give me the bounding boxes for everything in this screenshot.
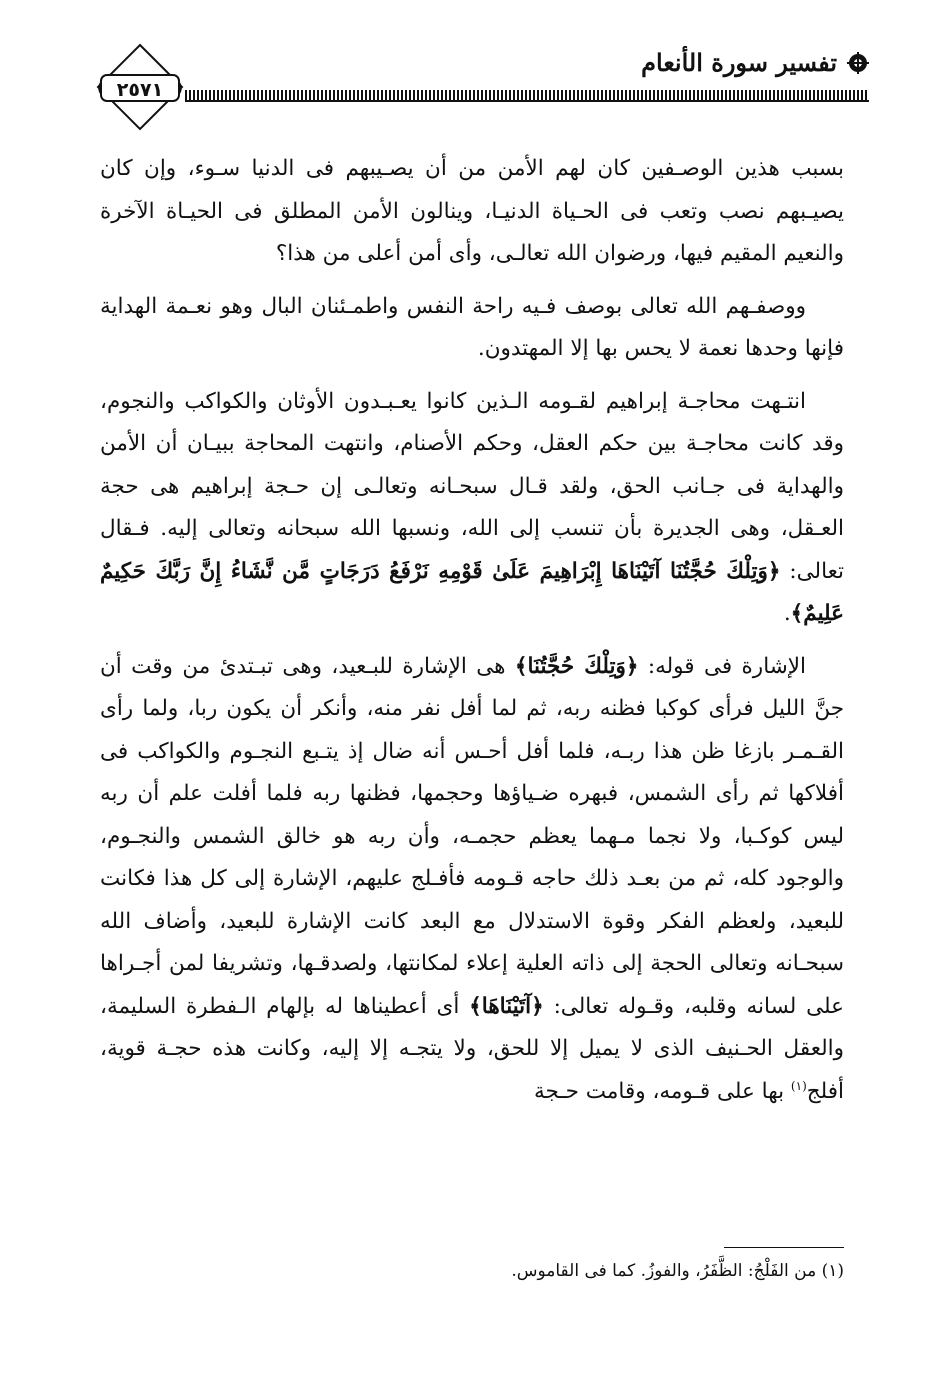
quran-quote-1: ﴿وَتِلْكَ حُجَّتُنَا﴾ bbox=[514, 653, 639, 679]
paragraph-2-text: ووصفـهم الله تعالى بوصف فـيه راحة النفس واطمـئنان البال وهو نعـمة الهداية فإنها وحدها نعمة لا يحس بها إلا المهتدون. bbox=[100, 293, 844, 361]
paragraph-1 bbox=[100, 148, 844, 276]
header-rule-base bbox=[185, 100, 869, 102]
paragraph-3-end: . bbox=[783, 601, 791, 626]
running-title-group bbox=[641, 48, 869, 77]
paragraph-3 bbox=[100, 381, 844, 636]
footnote-reference: (١) bbox=[790, 1078, 807, 1093]
quran-quote-2: ﴿آتَيْنَاهَا﴾ bbox=[469, 993, 544, 1019]
page-number-badge bbox=[95, 42, 185, 132]
paragraph-1-text: بسبب هذين الوصـفين كان لهم الأمن من أن يصـيبهم فى الدنيا سـوء، وإن كان يصيـبهم نصب وتعب فى الحـياة الدنيـا، وينالون الأمن المطلق فى الحيـاة الآخرة والنعيم المقيم فيها، ورضوان الله تعالـى، وأى أمن أعلى من هذا؟ bbox=[100, 156, 844, 266]
paragraph-4-text-4: بها على قـومه، وقامت حـجة bbox=[533, 1078, 791, 1104]
quran-verse: ﴿وَتِلْكَ حُجَّتُنَا آتَيْنَاهَا إِبْرَاهِيمَ عَلَىٰ قَوْمِهِ نَرْفَعُ دَرَجَاتٍ مَّن نَّشَاءُ إِنَّ رَبَّكَ حَكِيمٌ عَلِيمٌ﴾ bbox=[100, 558, 844, 626]
page-number: ٢٥٧١ bbox=[116, 79, 164, 101]
page-header bbox=[95, 30, 869, 140]
paragraph-3-text: انتـهت محاجـة إبراهيم لقـومه الـذين كانوا يعـبـدون الأوثان والكواكب والنجوم، وقد كانت محاجـة بين حكم العقل، وحكم الأصنام، وانتهت المحاجة ببيـان أن الأمن والهداية فى جـانب الحق، ولقد قـال سبحـانه وتعالـى إن حـجة إبراهيم هى حجة العـقل، وهى الجديرة بأن تنسب إلى الله، ونسبها الله سبحانه وتعالى إليه. فـقال تعالى: bbox=[100, 388, 844, 584]
main-text bbox=[100, 148, 844, 1123]
ornament-icon bbox=[847, 52, 869, 74]
footnote-rule bbox=[724, 1247, 844, 1248]
paragraph-4-text-1: الإشارة فى قوله: bbox=[638, 653, 806, 679]
running-title: تفسير سورة الأنعام bbox=[641, 48, 837, 77]
paragraph-4-text-2: هى الإشارة للبـعيد، وهى تبـتدئ من وقت أن جنَّ الليل فرأى كوكبا فظنه ربه، ثم لما أفل نفر منه، وأنكر أن يكون ربا، ولما رأى القـمـر بازغا ظن هذا ربـه، فلما أفل أحـس أنه ضال إذ يتـبع النجـوم والكواكب فى أفلاكها ثم رأى الشمس، فبهره ضـياؤها وحجمها، فظنها ربه فلما أفلت علم أن ربه ليس كوكـبا، ولا نجما مـهما يعظم حجمـه، وأن ربه هو خالق الشمس والنجـوم، والوجود كله، ثم من بعـد ذلك حاجه قـومه فأفـلج عليهم، الإشارة إلى كل هذا فكانت للبعيد، ولعظم الفكر وقوة الاستدلال مع البعد كانت الإشارة للبعيد، وأضاف الله سبحـانه وتعالى الحجة إلى ذاته العلية إعلاء لمكانتها، ولصدقـها، وتشريفا لمن أجـراها على لسانه وقلبه، وقـوله تعالى: bbox=[100, 653, 844, 1019]
footnote: (١) من الفَلْجُ: الظَّفَرُ، والفوزُ. كما فى القاموس. bbox=[511, 1261, 844, 1281]
paragraph-4-text-3: أى أعطيناها له بإلهام الـفطرة السليمة، والعقل الحـنيف الذى لا يميل إلا للحق، ولا يتجـه إلا إليه، وكانت هذه حجـة قوية، أفلج bbox=[100, 993, 844, 1104]
paragraph-2 bbox=[100, 286, 844, 371]
paragraph-4 bbox=[100, 646, 844, 1114]
header-rule bbox=[185, 90, 869, 100]
